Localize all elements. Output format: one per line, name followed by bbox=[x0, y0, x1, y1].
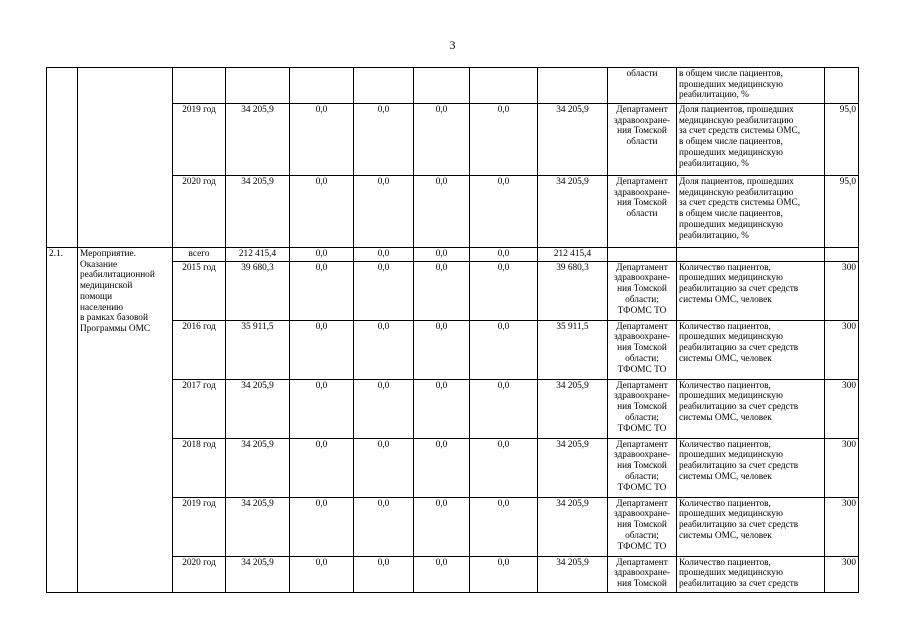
value-cell: 212 415,4 bbox=[538, 248, 608, 262]
value-cell: 0,0 bbox=[470, 556, 538, 592]
value-cell: 0,0 bbox=[414, 438, 470, 497]
value-cell: 0,0 bbox=[354, 556, 414, 592]
executor-text: Департамент здравоохране- ния Томской области; ТФОМС ТО bbox=[613, 498, 671, 552]
value-cell: 34 205,9 bbox=[538, 438, 608, 497]
value-cell: 0,0 bbox=[470, 497, 538, 556]
executor-text: Департамент здравоохране- ния Томской bbox=[613, 557, 671, 590]
executor-text: области bbox=[626, 69, 658, 79]
value-cell: 0,0 bbox=[290, 497, 354, 556]
value-cell: 34 205,9 bbox=[538, 497, 608, 556]
value-cell: 34 205,9 bbox=[538, 379, 608, 438]
executor-text: Департамент здравоохране- ния Томской области bbox=[613, 105, 671, 148]
year-cell: 2019 год bbox=[173, 104, 226, 176]
value-cell: 0,0 bbox=[414, 248, 470, 262]
year-cell: 2020 год bbox=[173, 176, 226, 248]
executor-text: Департамент здравоохране- ния Томской области; ТФОМС ТО bbox=[613, 380, 671, 434]
indicator-text: Количество пациентов, прошедших медицинскую реабилитацию за счет средств bbox=[679, 557, 799, 590]
target-value-cell: 95,0 bbox=[825, 104, 859, 176]
value-cell: 0,0 bbox=[290, 556, 354, 592]
value-cell: 0,0 bbox=[470, 438, 538, 497]
total-cell: 34 205,9 bbox=[226, 556, 290, 592]
value-cell: 0,0 bbox=[470, 248, 538, 262]
year-cell: 2015 год bbox=[173, 261, 226, 320]
total-cell: 212 415,4 bbox=[226, 248, 290, 262]
year-cell: 2017 год bbox=[173, 379, 226, 438]
executor-text: Департамент здравоохране- ния Томской области; ТФОМС ТО bbox=[613, 262, 671, 316]
indicator-text: Количество пациентов, прошедших медицинскую реабилитацию за счет средств системы ОМС, человек bbox=[679, 439, 799, 482]
total-cell: 34 205,9 bbox=[226, 497, 290, 556]
value-cell: 0,0 bbox=[470, 261, 538, 320]
value-cell: 0,0 bbox=[470, 104, 538, 176]
value-cell: 0,0 bbox=[290, 248, 354, 262]
indicator-text: Количество пациентов, прошедших медицинскую реабилитацию за счет средств системы ОМС, человек bbox=[679, 380, 799, 423]
total-cell: 39 680,3 bbox=[226, 261, 290, 320]
value-cell: 0,0 bbox=[414, 379, 470, 438]
target-value-cell: 300 bbox=[825, 379, 859, 438]
value-cell: 34 205,9 bbox=[538, 556, 608, 592]
value-cell: 0,0 bbox=[354, 438, 414, 497]
indicator-text: Доля пациентов, прошедших медицинскую реабилитацию за счет средств системы ОМС, в общем числе пациентов, прошедших медицинскую реабилитацию, % bbox=[679, 105, 801, 169]
target-value-cell: 95,0 bbox=[825, 176, 859, 248]
row-number-cell bbox=[47, 68, 78, 248]
indicator-text: в общем числе пациентов, прошедших медицинскую реабилитацию, % bbox=[679, 69, 783, 101]
program-table bbox=[46, 67, 859, 593]
total-cell: 34 205,9 bbox=[226, 438, 290, 497]
value-cell: 0,0 bbox=[290, 320, 354, 379]
value-cell: 0,0 bbox=[414, 176, 470, 248]
target-value-cell: 300 bbox=[825, 261, 859, 320]
executor-text: Департамент здравоохране- ния Томской области; ТФОМС ТО bbox=[613, 321, 671, 375]
target-value-cell: 300 bbox=[825, 320, 859, 379]
year-cell: 2019 год bbox=[173, 497, 226, 556]
value-cell: 0,0 bbox=[354, 104, 414, 176]
target-value-cell: 300 bbox=[825, 438, 859, 497]
value-cell: 0,0 bbox=[290, 176, 354, 248]
activity-title-cell bbox=[78, 68, 173, 248]
value-cell: 0,0 bbox=[354, 379, 414, 438]
indicator-text: Количество пациентов, прошедших медицинскую реабилитацию за счет средств системы ОМС, человек bbox=[679, 498, 799, 541]
total-cell: 34 205,9 bbox=[226, 104, 290, 176]
target-value-cell: 300 bbox=[825, 556, 859, 592]
indicator-text: Количество пациентов, прошедших медицинскую реабилитацию за счет средств системы ОМС, человек bbox=[679, 262, 799, 305]
value-cell: 0,0 bbox=[470, 176, 538, 248]
table-row-continued bbox=[47, 68, 859, 104]
value-cell: 35 911,5 bbox=[538, 320, 608, 379]
table-row-total bbox=[47, 248, 859, 262]
total-cell: 34 205,9 bbox=[226, 379, 290, 438]
value-cell: 0,0 bbox=[354, 261, 414, 320]
value-cell: 0,0 bbox=[414, 261, 470, 320]
indicator-text: Количество пациентов, прошедших медицинскую реабилитацию за счет средств системы ОМС, человек bbox=[679, 321, 799, 364]
value-cell: 0,0 bbox=[414, 556, 470, 592]
year-cell: 2020 год bbox=[173, 556, 226, 592]
value-cell: 34 205,9 bbox=[538, 104, 608, 176]
value-cell: 0,0 bbox=[414, 320, 470, 379]
value-cell: 0,0 bbox=[290, 379, 354, 438]
value-cell: 0,0 bbox=[414, 104, 470, 176]
value-cell: 0,0 bbox=[354, 497, 414, 556]
activity-title: Мероприятие. Оказание реабилитационной медицинской помощи населению в рамках базовой Программы ОМС bbox=[80, 249, 155, 334]
page-number: 3 bbox=[449, 38, 456, 52]
target-value-cell: 300 bbox=[825, 497, 859, 556]
indicator-text: Доля пациентов, прошедших медицинскую реабилитацию за счет средств системы ОМС, в общем числе пациентов, прошедших медицинскую реабилитацию, % bbox=[679, 177, 801, 241]
value-cell: 39 680,3 bbox=[538, 261, 608, 320]
value-cell: 0,0 bbox=[290, 438, 354, 497]
value-cell: 0,0 bbox=[470, 379, 538, 438]
value-cell: 0,0 bbox=[470, 320, 538, 379]
value-cell: 0,0 bbox=[290, 104, 354, 176]
value-cell: 0,0 bbox=[354, 176, 414, 248]
year-cell: 2018 год bbox=[173, 438, 226, 497]
value-cell: 34 205,9 bbox=[538, 176, 608, 248]
total-cell: 35 911,5 bbox=[226, 320, 290, 379]
total-cell: 34 205,9 bbox=[226, 176, 290, 248]
executor-text: Департамент здравоохране- ния Томской области; ТФОМС ТО bbox=[613, 439, 671, 493]
value-cell: 0,0 bbox=[354, 320, 414, 379]
row-number-cell: 2.1. bbox=[47, 248, 78, 593]
value-cell: 0,0 bbox=[290, 261, 354, 320]
year-cell: 2016 год bbox=[173, 320, 226, 379]
value-cell: 0,0 bbox=[414, 497, 470, 556]
value-cell: 0,0 bbox=[354, 248, 414, 262]
year-cell: всего bbox=[173, 248, 226, 262]
executor-text: Департамент здравоохране- ния Томской области bbox=[613, 177, 671, 220]
